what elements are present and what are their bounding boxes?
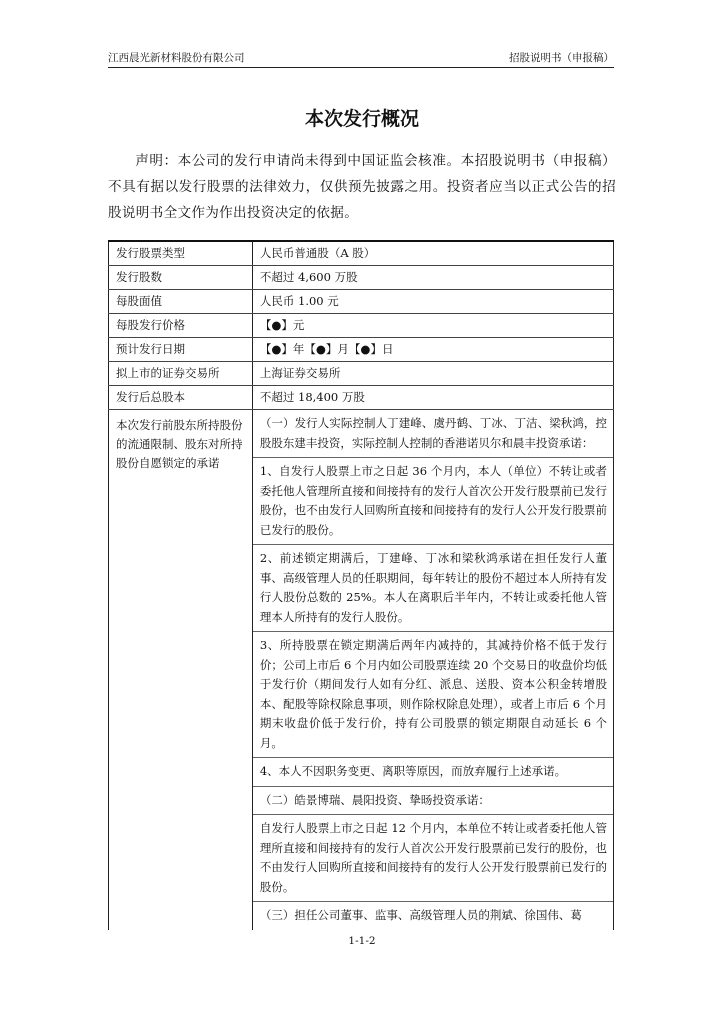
row-value: 【●】元 — [252, 314, 613, 338]
table-row — [109, 314, 614, 338]
lockup-paragraph: 3、所持股票在锁定期满后两年内减持的，其减持价格不低于发行价；公司上市后 6 个月内如公司股票连续 20 个交易日的收盘价均低于发行价（期间发行人如有分红、派息、送股、资本公积金转增股本、配股等除权除息事项，则作除权除息处理），或者上市后 6 个月期末收盘价低于发行价，持有公司股票的锁定期限自动延长 6 个月。 — [253, 632, 613, 758]
header-document-type: 招股说明书（申报稿） — [509, 52, 614, 64]
table-row — [109, 362, 614, 386]
row-key: 拟上市的证券交易所 — [109, 362, 253, 386]
lockup-paragraph: 4、本人不因职务变更、离职等原因，而放弃履行上述承诺。 — [253, 758, 613, 787]
row-value: 上海证券交易所 — [252, 362, 613, 386]
table-row — [109, 338, 614, 362]
row-value: 人民币 1.00 元 — [252, 290, 613, 314]
table-row — [109, 241, 614, 266]
disclaimer-statement: 声明：本公司的发行申请尚未得到中国证监会核准。本招股说明书（申报稿）不具有据以发行股票的法律效力，仅供预先披露之用。投资者应当以正式公告的招股说明书全文作为作出投资决定的依据。 — [108, 153, 616, 221]
row-value: 【●】年【●】月【●】日 — [252, 338, 613, 362]
table-row — [109, 266, 614, 290]
row-key: 预计发行日期 — [109, 338, 253, 362]
page-header — [108, 51, 614, 68]
row-key: 每股面值 — [109, 290, 253, 314]
table-row — [109, 386, 614, 410]
lockup-key: 本次发行前股东所持股份的流通限制、股东对所持股份自愿锁定的承诺 — [109, 410, 253, 930]
lockup-paragraph: （三）担任公司董事、监事、高级管理人员的荆斌、徐国伟、葛 — [259, 908, 582, 922]
lockup-paragraph: 1、自发行人股票上市之日起 36 个月内，本人（单位）不转让或者委托他人管理所直接和间接持有的发行人首次公开发行股票前已发行股份，也不由发行人回购所直接和间接持有的发行人公开发行股票前已发行的股份。 — [253, 458, 613, 545]
row-value: 不超过 4,600 万股 — [252, 266, 613, 290]
page-number: 1-1-2 — [348, 935, 376, 947]
lockup-value-cell — [252, 410, 613, 930]
row-value: 不超过 18,400 万股 — [252, 386, 613, 410]
lockup-paragraph: 2、前述锁定期满后，丁建峰、丁冰和梁秋鸿承诺在担任发行人董事、高级管理人员的任职期间，每年转让的股份不超过本人所持有发行人股份总数的 25%。本人在离职后半年内，不转让或委托他人管理本人所持有的发行人股份。 — [253, 545, 613, 632]
row-key: 每股发行价格 — [109, 314, 253, 338]
row-key: 发行股票类型 — [109, 241, 253, 266]
lockup-paragraph: （二）皓景博瑞、晨阳投资、挚旸投资承诺： — [253, 787, 613, 816]
page-title: 本次发行概况 — [304, 108, 419, 130]
row-key: 发行后总股本 — [109, 386, 253, 410]
lockup-commitment-row — [109, 410, 614, 930]
header-company-name: 江西晨光新材料股份有限公司 — [108, 52, 245, 64]
table-row — [109, 290, 614, 314]
row-value: 人民币普通股（A 股） — [252, 241, 613, 266]
offering-overview-table — [108, 240, 614, 930]
lockup-paragraph: （一）发行人实际控制人丁建峰、虞丹鹤、丁冰、丁洁、梁秋鸿，控股股东建丰投资，实际控制人控制的香港诺贝尔和晨丰投资承诺： — [253, 410, 613, 458]
row-key: 发行股数 — [109, 266, 253, 290]
lockup-paragraph: 自发行人股票上市之日起 12 个月内，本单位不转让或者委托他人管理所直接和间接持有的发行人首次公开发行股票前已发行的股份，也不由发行人回购所直接和间接持有的发行人公开发行股票前已发行的股份。 — [253, 815, 613, 902]
